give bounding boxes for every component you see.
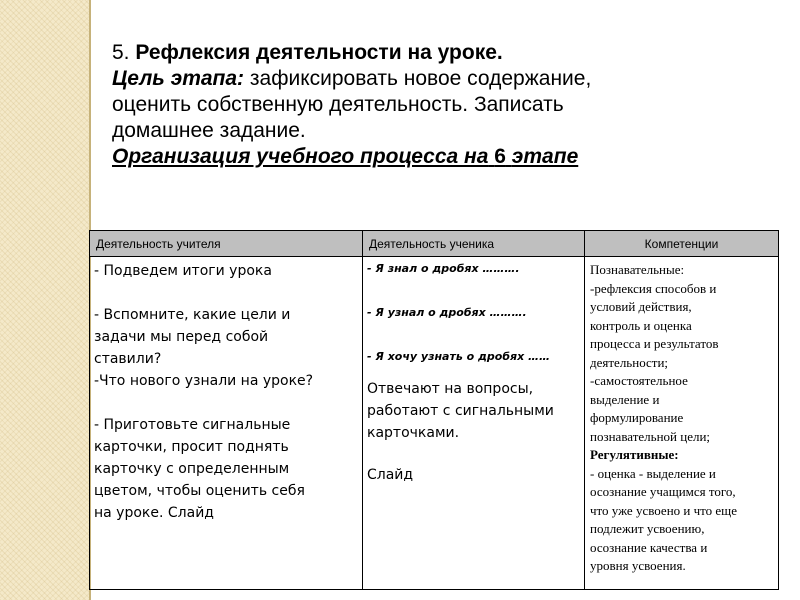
decorative-side-band bbox=[0, 0, 89, 600]
teacher-line: - Приготовьте сигнальные bbox=[94, 417, 291, 433]
competency-line: - оценка - выделение и bbox=[590, 465, 716, 481]
org-number: 6 bbox=[494, 145, 506, 168]
cognitive-heading: Познавательные: bbox=[590, 262, 685, 277]
competency-line: что уже усвоено и что еще bbox=[590, 502, 737, 518]
organization-heading bbox=[112, 144, 792, 170]
teacher-line: на уроке. Слайд bbox=[94, 505, 214, 521]
org-suffix: этапе bbox=[511, 145, 579, 168]
org-text: Организация учебного процесса на bbox=[112, 145, 489, 168]
teacher-line: -Что нового узнали на уроке? bbox=[94, 373, 314, 389]
competency-line: подлежит усвоению, bbox=[590, 521, 705, 536]
student-reflection-2: - Я узнал о дробях ………. bbox=[367, 306, 527, 319]
competency-line: контроль и оценка bbox=[590, 317, 692, 333]
teacher-line: ставили? bbox=[94, 351, 162, 367]
competency-line: осознание учащимся того, bbox=[590, 484, 736, 499]
teacher-line: карточку с определенным bbox=[94, 461, 290, 477]
competencies-cell bbox=[585, 257, 779, 590]
goal-line-2: оценить собственную деятельность. Записать bbox=[112, 93, 564, 116]
student-activity-cell bbox=[363, 257, 585, 590]
header-competencies: Компетенции bbox=[585, 231, 779, 257]
teacher-line: задачи мы перед собой bbox=[94, 329, 269, 345]
teacher-activity-cell bbox=[90, 257, 363, 590]
goal-label: Цель этапа: bbox=[112, 67, 245, 90]
header-student: Деятельность ученика bbox=[363, 231, 585, 257]
regulatory-heading: Регулятивные: bbox=[590, 447, 679, 462]
spacer bbox=[94, 392, 358, 414]
competency-line: осознание качества и bbox=[590, 539, 708, 555]
slide-title bbox=[112, 40, 792, 66]
student-answer-line: работают с сигнальными bbox=[367, 403, 554, 419]
competency-line: формулирование bbox=[590, 410, 684, 425]
header-teacher: Деятельность учителя bbox=[90, 231, 363, 257]
title-text: Рефлексия деятельности на уроке. bbox=[135, 41, 503, 64]
goal-text-1: зафиксировать новое содержание, bbox=[249, 67, 592, 90]
competency-line: познавательной цели; bbox=[590, 428, 711, 444]
goal-line-3: домашнее задание. bbox=[112, 119, 306, 142]
student-answer-line: Отвечают на вопросы, bbox=[367, 381, 534, 397]
student-reflection-3: - Я хочу узнать о дробях …… bbox=[367, 350, 551, 363]
competency-line: выделение и bbox=[590, 391, 660, 407]
competency-line: уровня усвоения. bbox=[590, 558, 686, 573]
teacher-line: - Вспомните, какие цели и bbox=[94, 307, 291, 323]
competency-line: -самостоятельное bbox=[590, 373, 688, 388]
teacher-line: карточки, просит поднять bbox=[94, 439, 289, 455]
table-header-row bbox=[90, 231, 779, 257]
activity-table bbox=[89, 230, 779, 590]
competency-line: -рефлексия способов и bbox=[590, 280, 717, 296]
student-answer-line: карточками. bbox=[367, 425, 460, 441]
spacer bbox=[94, 282, 358, 304]
student-slide-label: Слайд bbox=[367, 467, 414, 483]
competency-line: условий действия, bbox=[590, 299, 692, 314]
competency-line: деятельности; bbox=[590, 354, 669, 370]
title-number: 5. bbox=[112, 41, 130, 64]
goal-line-1 bbox=[112, 66, 792, 92]
teacher-line: - Подведем итоги урока bbox=[94, 263, 272, 279]
competency-line: процесса и результатов bbox=[590, 336, 719, 351]
student-reflection-1: - Я знал о дробях ………. bbox=[367, 262, 520, 275]
slide-header bbox=[112, 40, 792, 170]
teacher-line: цветом, чтобы оценить себя bbox=[94, 483, 305, 499]
table-row bbox=[90, 257, 779, 590]
